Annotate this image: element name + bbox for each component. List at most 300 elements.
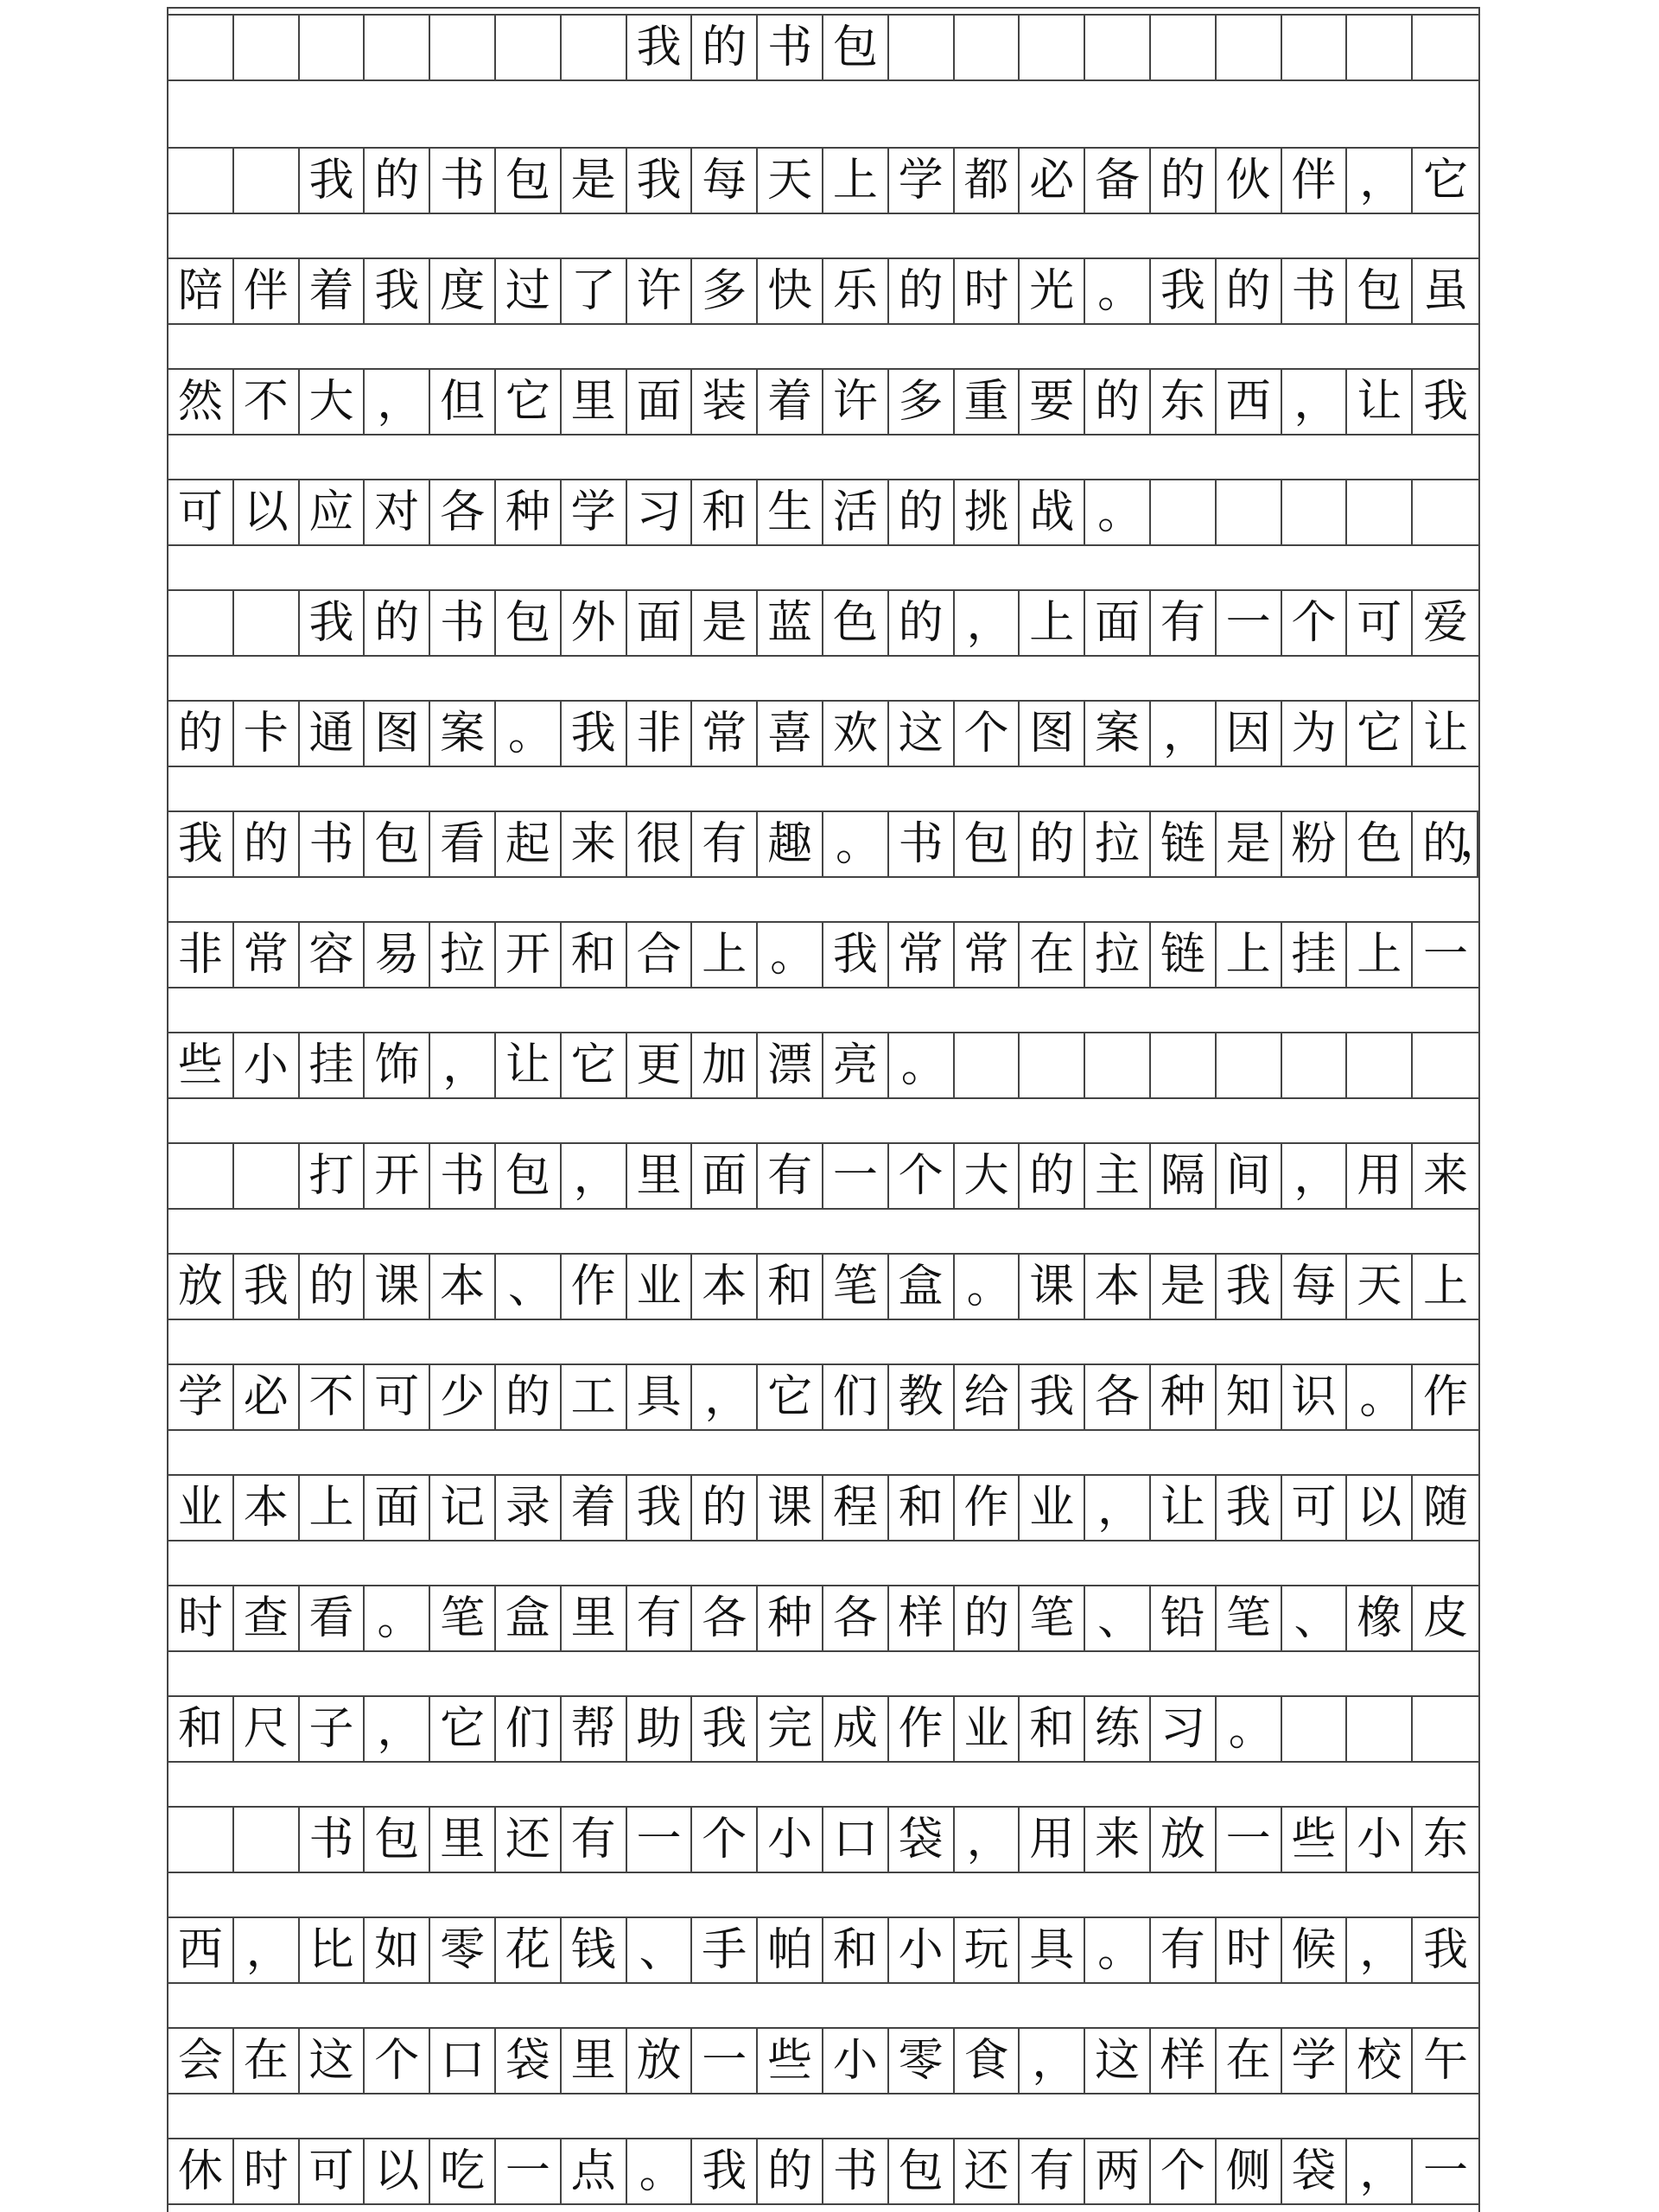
grid-cell: 吃 xyxy=(430,2139,496,2203)
grid-cell: 学 xyxy=(1282,2029,1348,2093)
grid-cell: 漂 xyxy=(758,1033,823,1097)
grid-cell: 虽 xyxy=(1423,265,1469,317)
grid-cell: 是 xyxy=(562,149,627,213)
grid-cell: 比 xyxy=(300,1918,365,1982)
grid-cell: 种 xyxy=(1151,1365,1217,1429)
grid-cell: 们 xyxy=(496,1697,562,1761)
grid-row xyxy=(168,257,1478,325)
grid-cell: 包 xyxy=(889,2139,955,2203)
grid-cell: 色 xyxy=(823,591,889,655)
grid-cell: 包 xyxy=(496,149,562,213)
grid-cell: 休 xyxy=(168,2139,234,2203)
grid-cell: 以 xyxy=(1347,1476,1413,1540)
grid-cell: 它 xyxy=(758,1365,823,1429)
grid-cell: 用 xyxy=(1347,1144,1413,1208)
grid-cell: 。 xyxy=(1085,1918,1151,1982)
grid-cell: 亮 xyxy=(823,1033,889,1097)
grid-row xyxy=(168,810,1504,878)
grid-cell: 我 xyxy=(1020,1365,1085,1429)
grid-cell: 橡 xyxy=(1347,1586,1413,1650)
grid-row xyxy=(168,368,1478,435)
grid-cell: 这 xyxy=(1085,2029,1151,2093)
grid-cell: 挂 xyxy=(1282,923,1348,987)
grid-cell: 对 xyxy=(365,480,430,544)
grid-cell: ， xyxy=(1282,370,1348,434)
grid-cell: 。 xyxy=(758,923,823,987)
grid-cell: 皮 xyxy=(1423,1592,1469,1644)
grid-cell xyxy=(168,16,234,79)
grid-cell: 面 xyxy=(692,1144,758,1208)
grid-cell xyxy=(1217,480,1282,544)
grid-cell: 。 xyxy=(1347,1365,1413,1429)
grid-cell: 隔 xyxy=(1151,1144,1217,1208)
grid-cell: 袋 xyxy=(1282,2139,1348,2203)
grid-cell xyxy=(496,16,562,79)
grid-row xyxy=(168,479,1478,546)
grid-cell: 色 xyxy=(1347,812,1413,876)
grid-cell: 上 xyxy=(692,923,758,987)
grid-row xyxy=(168,1916,1478,1984)
grid-cell: 活 xyxy=(823,480,889,544)
grid-cell: 和 xyxy=(823,1918,889,1982)
grid-cell: 时 xyxy=(955,259,1020,323)
grid-cell: 每 xyxy=(1282,1255,1348,1319)
grid-cell: 都 xyxy=(955,149,1020,213)
grid-cell: 拉 xyxy=(430,923,496,987)
grid-cell: 挂 xyxy=(300,1033,365,1097)
grid-cell: 图 xyxy=(1020,702,1085,766)
grid-cell: 的 xyxy=(1020,1144,1085,1208)
grid-cell: 练 xyxy=(1085,1697,1151,1761)
grid-cell: 我 xyxy=(627,149,693,213)
grid-row xyxy=(168,2138,1478,2205)
grid-cell: 案 xyxy=(1085,702,1151,766)
grid-cell xyxy=(1347,480,1413,544)
grid-cell: 子 xyxy=(300,1697,365,1761)
grid-cell: 但 xyxy=(430,370,496,434)
grid-cell xyxy=(1151,1033,1217,1097)
grid-row xyxy=(168,1253,1478,1320)
grid-cell: 还 xyxy=(496,1808,562,1872)
grid-cell: 主 xyxy=(1085,1144,1151,1208)
grid-cell: 笔 xyxy=(1217,1586,1282,1650)
grid-cell: 食 xyxy=(955,2029,1020,2093)
grid-cell: 午 xyxy=(1423,2035,1469,2087)
grid-cell: 面 xyxy=(365,1476,430,1540)
grid-cell: 每 xyxy=(692,149,758,213)
grid-cell: 上 xyxy=(1217,923,1282,987)
grid-cell xyxy=(1282,1033,1348,1097)
grid-cell: ， xyxy=(1151,702,1217,766)
grid-cell: 会 xyxy=(168,2029,234,2093)
grid-cell: 给 xyxy=(955,1365,1020,1429)
grid-cell: 它 xyxy=(1423,155,1469,207)
grid-cell: 。 xyxy=(365,1586,430,1650)
grid-cell: 我 xyxy=(1217,1476,1282,1540)
grid-row xyxy=(168,1695,1478,1763)
grid-cell: 度 xyxy=(430,259,496,323)
grid-cell: 帕 xyxy=(758,1918,823,1982)
grid-cell: 本 xyxy=(1085,1255,1151,1319)
grid-cell: 里 xyxy=(627,1144,693,1208)
grid-cell: 我 xyxy=(823,923,889,987)
grid-cell: 可 xyxy=(1347,591,1413,655)
grid-cell: 卡 xyxy=(234,702,300,766)
grid-cell: 具 xyxy=(627,1365,693,1429)
grid-cell: 各 xyxy=(823,1586,889,1650)
grid-cell: 以 xyxy=(365,2139,430,2203)
grid-cell: 点 xyxy=(562,2139,627,2203)
grid-cell xyxy=(1413,480,1478,544)
grid-cell: 手 xyxy=(692,1918,758,1982)
grid-cell: 我 xyxy=(627,1476,693,1540)
grid-cell: 书 xyxy=(430,149,496,213)
grid-cell: 我 xyxy=(234,1255,300,1319)
grid-cell: 备 xyxy=(1085,149,1151,213)
grid-cell xyxy=(234,1808,300,1872)
grid-cell: 作 xyxy=(1423,1371,1469,1423)
grid-cell xyxy=(234,16,300,79)
grid-cell: 的 xyxy=(365,591,430,655)
grid-cell: 些 xyxy=(168,1033,234,1097)
grid-cell: 放 xyxy=(168,1255,234,1319)
grid-cell: 本 xyxy=(430,1255,496,1319)
grid-cell: 看 xyxy=(300,1586,365,1650)
grid-cell: 的 xyxy=(1217,259,1282,323)
grid-cell: 和 xyxy=(889,1476,955,1540)
grid-cell: 粉 xyxy=(1282,812,1348,876)
grid-cell: 链 xyxy=(1151,923,1217,987)
grid-cell: ， xyxy=(1347,1918,1413,1982)
grid-cell: 的 xyxy=(496,1365,562,1429)
grid-cell: 大 xyxy=(955,1144,1020,1208)
grid-cell: 链 xyxy=(1151,812,1217,876)
grid-cell: 包 xyxy=(365,1808,430,1872)
grid-cell: 有 xyxy=(758,1144,823,1208)
grid-cell: 用 xyxy=(1020,1808,1085,1872)
grid-cell: 我 xyxy=(1423,376,1469,428)
grid-cell: 有 xyxy=(1151,1918,1217,1982)
grid-cell: ， xyxy=(1085,1476,1151,1540)
grid-cell: ， xyxy=(955,1808,1020,1872)
grid-cell: 为 xyxy=(1282,702,1348,766)
grid-cell: 装 xyxy=(692,370,758,434)
grid-cell: 是 xyxy=(692,591,758,655)
grid-cell: 案 xyxy=(430,702,496,766)
grid-row xyxy=(168,2027,1478,2094)
grid-row xyxy=(168,1806,1478,1873)
grid-cell: 常 xyxy=(234,923,300,987)
grid-cell xyxy=(955,16,1020,79)
grid-row xyxy=(168,14,1478,81)
grid-cell: 上 xyxy=(300,1476,365,1540)
grid-cell: 重 xyxy=(955,370,1020,434)
grid-row xyxy=(168,921,1478,988)
grid-cell: 光 xyxy=(1020,259,1085,323)
grid-row xyxy=(168,1032,1478,1099)
grid-cell: 样 xyxy=(1151,2029,1217,2093)
grid-cell xyxy=(1413,1033,1478,1097)
grid-cell: 时 xyxy=(168,1586,234,1650)
grid-cell: 一 xyxy=(496,2139,562,2203)
grid-cell: 侧 xyxy=(1217,2139,1282,2203)
grid-cell: 和 xyxy=(562,923,627,987)
grid-cell: 常 xyxy=(955,923,1020,987)
grid-cell: 各 xyxy=(692,1586,758,1650)
grid-cell: 它 xyxy=(430,1697,496,1761)
grid-cell: 的 xyxy=(1085,370,1151,434)
grid-cell: 欢 xyxy=(823,702,889,766)
grid-cell: ， xyxy=(365,370,430,434)
grid-cell: 间 xyxy=(1217,1144,1282,1208)
grid-cell: 包 xyxy=(955,812,1020,876)
grid-cell xyxy=(168,1808,234,1872)
grid-cell: 它 xyxy=(496,370,562,434)
grid-cell: 我 xyxy=(365,259,430,323)
grid-cell: 课 xyxy=(365,1255,430,1319)
grid-cell xyxy=(1085,1033,1151,1097)
grid-cell: 大 xyxy=(300,370,365,434)
grid-cell: 拉 xyxy=(1085,812,1151,876)
grid-cell: 我 xyxy=(300,149,365,213)
grid-cell: 我 xyxy=(562,702,627,766)
grid-cell: 着 xyxy=(758,370,823,434)
grid-cell: 许 xyxy=(823,370,889,434)
grid-cell: 小 xyxy=(234,1033,300,1097)
grid-cell: 东 xyxy=(1423,1814,1469,1866)
grid-cell: 是 xyxy=(1217,812,1282,876)
grid-cell: 个 xyxy=(692,1808,758,1872)
grid-cell: 然 xyxy=(168,370,234,434)
grid-cell: 东 xyxy=(1151,370,1217,434)
grid-cell xyxy=(1151,16,1217,79)
grid-cell: 的 xyxy=(889,591,955,655)
grid-cell: 乐 xyxy=(823,259,889,323)
grid-cell xyxy=(1217,16,1282,79)
grid-cell: ， xyxy=(1347,2139,1413,2203)
grid-cell: ， xyxy=(1020,2029,1085,2093)
grid-cell: 的 xyxy=(1151,149,1217,213)
grid-cell: 查 xyxy=(234,1586,300,1650)
grid-cell: 合 xyxy=(627,923,693,987)
grid-cell: 和 xyxy=(758,1255,823,1319)
grid-cell: 我 xyxy=(1151,259,1217,323)
grid-cell: 过 xyxy=(496,259,562,323)
grid-cell: 时 xyxy=(1217,1918,1282,1982)
grid-cell: 识 xyxy=(1282,1365,1348,1429)
grid-cell xyxy=(168,149,234,213)
grid-cell: 我 xyxy=(1423,1924,1469,1976)
grid-cell: 一 xyxy=(1217,1808,1282,1872)
grid-cell: 多 xyxy=(889,370,955,434)
grid-cell: 。 xyxy=(823,812,889,876)
grid-cell xyxy=(1347,16,1413,79)
grid-cell: 小 xyxy=(889,1918,955,1982)
grid-cell: 我 xyxy=(692,2139,758,2203)
grid-cell: 里 xyxy=(430,1808,496,1872)
grid-cell xyxy=(365,16,430,79)
grid-cell: 本 xyxy=(234,1476,300,1540)
grid-cell: 笔 xyxy=(430,1586,496,1650)
grid-cell: 要 xyxy=(1020,370,1085,434)
grid-cell: 图 xyxy=(365,702,430,766)
grid-cell: 起 xyxy=(496,812,562,876)
grid-cell xyxy=(1413,1697,1478,1761)
grid-cell: 、 xyxy=(1282,1586,1348,1650)
grid-cell: 可 xyxy=(300,2139,365,2203)
grid-cell: 来 xyxy=(1423,1150,1469,1202)
grid-cell xyxy=(234,1144,300,1208)
grid-cell: 口 xyxy=(430,2029,496,2093)
grid-row xyxy=(168,147,1478,214)
grid-cell: 个 xyxy=(1151,2139,1217,2203)
grid-cell: 多 xyxy=(692,259,758,323)
grid-cell: 有 xyxy=(1020,2139,1085,2203)
grid-cell: 学 xyxy=(889,149,955,213)
grid-cell: 候 xyxy=(1282,1918,1348,1982)
grid-cell: 开 xyxy=(365,1144,430,1208)
grid-cell: 包 xyxy=(823,16,889,79)
grid-cell: 个 xyxy=(889,1144,955,1208)
grid-cell: 零 xyxy=(889,2029,955,2093)
grid-cell: 书 xyxy=(758,16,823,79)
grid-row xyxy=(168,589,1478,657)
grid-cell: 的 xyxy=(365,149,430,213)
grid-cell: 的 xyxy=(889,259,955,323)
grid-cell: 天 xyxy=(1347,1255,1413,1319)
grid-cell: 。 xyxy=(1217,1697,1282,1761)
grid-cell: 加 xyxy=(692,1033,758,1097)
grid-cell: 成 xyxy=(823,1697,889,1761)
grid-cell: 个 xyxy=(365,2029,430,2093)
grid-cell: 、 xyxy=(496,1255,562,1319)
grid-cell: 小 xyxy=(823,2029,889,2093)
grid-cell: 一 xyxy=(692,2029,758,2093)
grid-cell: 钱 xyxy=(562,1918,627,1982)
grid-cell: 的 xyxy=(168,702,234,766)
grid-cell: 里 xyxy=(562,370,627,434)
grid-cell: 笔 xyxy=(823,1255,889,1319)
grid-cell: 盒 xyxy=(496,1586,562,1650)
grid-cell: 的 xyxy=(234,812,300,876)
grid-cell: 它 xyxy=(1347,702,1413,766)
grid-row xyxy=(168,1363,1478,1431)
grid-cell: 。 xyxy=(955,1255,1020,1319)
grid-cell: 书 xyxy=(300,1808,365,1872)
grid-cell: 有 xyxy=(562,1808,627,1872)
grid-cell: 的 xyxy=(300,1255,365,1319)
grid-cell: 、 xyxy=(627,1918,693,1982)
grid-cell: 着 xyxy=(300,259,365,323)
grid-cell: 非 xyxy=(168,923,234,987)
grid-cell: 和 xyxy=(1020,1697,1085,1761)
grid-cell: 、 xyxy=(1085,1586,1151,1650)
grid-cell: 个 xyxy=(955,702,1020,766)
grid-cell: 花 xyxy=(496,1918,562,1982)
grid-cell: 校 xyxy=(1347,2029,1413,2093)
grid-cell: 有 xyxy=(627,1586,693,1650)
grid-cell: 和 xyxy=(692,480,758,544)
grid-cell: 在 xyxy=(1020,923,1085,987)
grid-cell: 业 xyxy=(627,1255,693,1319)
grid-cell: 程 xyxy=(823,1476,889,1540)
grid-cell: 必 xyxy=(1020,149,1085,213)
grid-cell: 的 xyxy=(758,2139,823,2203)
grid-cell: 伴 xyxy=(234,259,300,323)
grid-cell: 袋 xyxy=(889,1808,955,1872)
grid-cell: 包 xyxy=(365,812,430,876)
grid-cell: 非 xyxy=(627,702,693,766)
grid-cell: 笔 xyxy=(1020,1586,1085,1650)
grid-cell: 了 xyxy=(562,259,627,323)
grid-cell: 的 xyxy=(955,1586,1020,1650)
grid-cell: 必 xyxy=(234,1365,300,1429)
grid-cell: 有 xyxy=(692,812,758,876)
grid-cell: 尺 xyxy=(234,1697,300,1761)
grid-cell: 不 xyxy=(300,1365,365,1429)
grid-row xyxy=(168,700,1478,767)
grid-cell: 一 xyxy=(823,1144,889,1208)
grid-cell: 让 xyxy=(1347,370,1413,434)
grid-cell: 各 xyxy=(430,480,496,544)
grid-cell: 这 xyxy=(300,2029,365,2093)
grid-cell xyxy=(234,149,300,213)
grid-row xyxy=(168,1474,1478,1541)
grid-cell: 的 xyxy=(1020,812,1085,876)
grid-cell: 有 xyxy=(1151,591,1217,655)
grid-cell: 伴 xyxy=(1282,149,1348,213)
grid-cell xyxy=(1020,16,1085,79)
grid-cell: 外 xyxy=(562,591,627,655)
grid-cell: 作 xyxy=(889,1697,955,1761)
grid-cell: 教 xyxy=(889,1365,955,1429)
grid-cell: 这 xyxy=(889,702,955,766)
grid-cell: 西 xyxy=(1217,370,1282,434)
grid-cell: 书 xyxy=(430,1144,496,1208)
grid-cell: 放 xyxy=(1151,1808,1217,1872)
grid-cell xyxy=(168,591,234,655)
grid-cell: 各 xyxy=(1085,1365,1151,1429)
grid-cell xyxy=(1085,16,1151,79)
grid-cell xyxy=(430,16,496,79)
grid-cell: ， xyxy=(365,1697,430,1761)
grid-cell xyxy=(1347,1697,1413,1761)
grid-cell: 如 xyxy=(365,1918,430,1982)
grid-cell: 我 xyxy=(300,591,365,655)
grid-cell xyxy=(1282,16,1348,79)
grid-cell: 和 xyxy=(168,1697,234,1761)
grid-cell: 帮 xyxy=(562,1697,627,1761)
grid-cell: 里 xyxy=(562,2029,627,2093)
grid-cell: 面 xyxy=(1085,591,1151,655)
grid-cell: ， xyxy=(692,1365,758,1429)
grid-cell: 课 xyxy=(1020,1255,1085,1319)
grid-cell: 业 xyxy=(955,1697,1020,1761)
grid-cell: 常 xyxy=(889,923,955,987)
grid-cell xyxy=(562,16,627,79)
grid-cell xyxy=(1151,480,1217,544)
grid-cell: ， xyxy=(234,1918,300,1982)
grid-cell: 种 xyxy=(758,1586,823,1650)
grid-cell: 面 xyxy=(627,591,693,655)
grid-cell: 书 xyxy=(300,812,365,876)
grid-cell: 因 xyxy=(1217,702,1282,766)
grid-cell: 来 xyxy=(562,812,627,876)
grid-cell: 学 xyxy=(562,480,627,544)
grid-cell: 。 xyxy=(496,702,562,766)
grid-cell: ， xyxy=(562,1144,627,1208)
grid-cell: 的 xyxy=(889,480,955,544)
